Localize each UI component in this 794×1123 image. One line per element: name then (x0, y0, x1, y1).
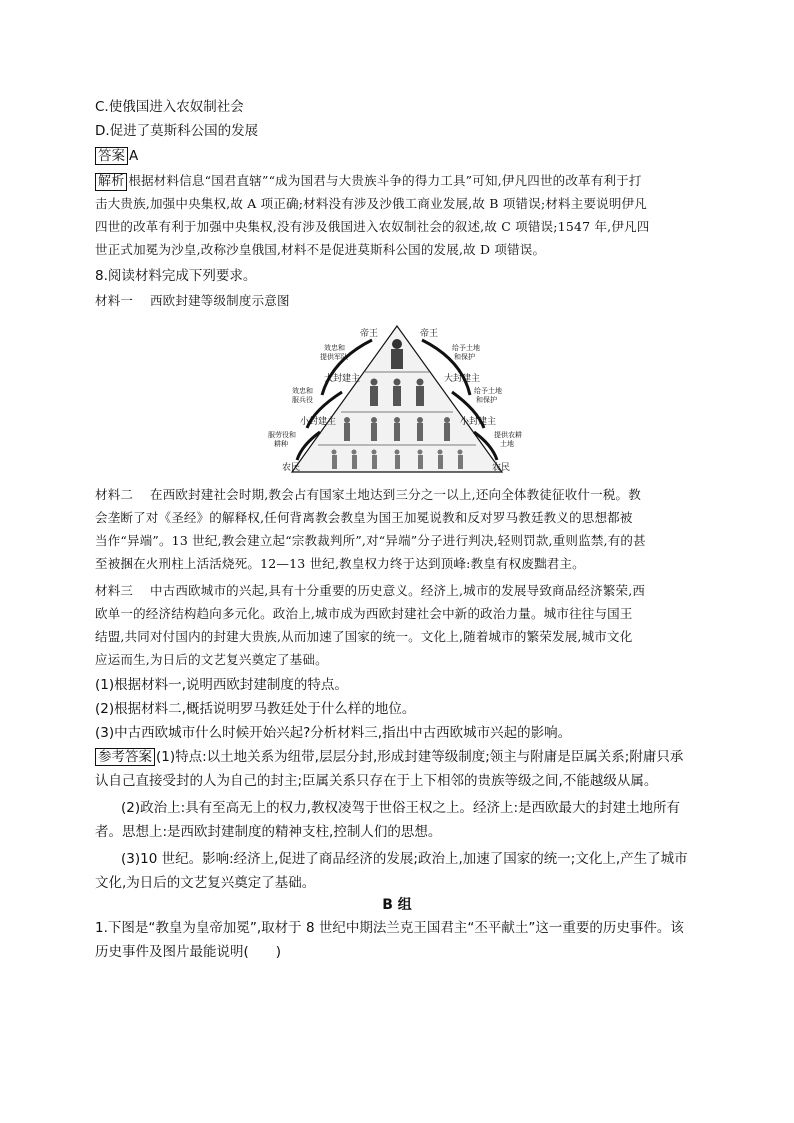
option-d: D.促进了莫斯科公国的发展 (95, 123, 259, 139)
label-mid-right: 大封建主 (444, 374, 481, 384)
group-b-q1-line-1: 1.下图是“教皇为皇帝加冕”,取材于 8 世纪中期法兰克王国君主“丕平献土”这一重要的历史事件。该 (95, 920, 684, 936)
label-left-arrow-1: 效忠和 (324, 344, 345, 352)
label-left-arrow-2: 效忠和 (292, 387, 313, 395)
ref-answer-text-1: (1)特点:以土地关系为纽带,层层分封,形成封建等级制度;领主与附庸是臣属关系;附庸只承 (156, 749, 684, 765)
label-right-arrow-3b: 土地 (500, 440, 514, 448)
question-3: (3)中古西欧城市什么时候开始兴起?分析材料三,指出中古西欧城市兴起的影响。 (95, 725, 572, 741)
analysis-line-4: 世正式加冕为沙皇,改称沙皇俄国,材料不是促进莫斯科公国的发展,故 D 项错误。 (95, 242, 546, 257)
label-top-right: 帝王 (420, 329, 439, 339)
label-low-right: 小封建主 (460, 417, 497, 427)
analysis-line-1 (95, 171, 642, 191)
material1-title: 材料一 西欧封建等级制度示意图 (95, 293, 290, 308)
material3-line-2: 欧单一的经济结构趋向多元化。政治上,城市成为西欧封建社会中新的政治力量。城市往往与国王 (95, 606, 633, 621)
analysis-tag: 解析 (95, 173, 127, 191)
material2-line-4: 至被捆在火刑柱上活活烧死。12—13 世纪,教皇权力终于达到顶峰:教皇有权废黜君主。 (95, 556, 585, 571)
group-b-q1-line-2: 历史事件及图片最能说明( ) (95, 944, 282, 960)
question-2: (2)根据材料二,概括说明罗马教廷处于什么样的地位。 (95, 701, 416, 717)
ref-answer-line-4: 者。思想上:是西欧封建制度的精神支柱,控制人们的思想。 (95, 824, 442, 840)
ref-answer-line-2: 认自己直接受封的人为自己的封主;臣属关系只存在于上下相邻的贵族等级之间,不能越级从属。 (95, 773, 658, 789)
label-left-arrow-3: 服劳役和 (268, 431, 296, 439)
material2-line-3: 当作“异端”。13 世纪,教会建立起“宗教裁判所”,对“异端”分子进行判决,轻则罚款,重则监禁,有的甚 (95, 533, 646, 548)
material3-line-1: 材料三 中古西欧城市的兴起,具有十分重要的历史意义。经济上,城市的发展导致商品经济繁荣,西 (95, 583, 646, 598)
ref-answer-line-3: (2)政治上:具有至高无上的权力,教权凌驾于世俗王权之上。经济上:是西欧最大的封建土地所有 (121, 800, 681, 816)
label-right-arrow-1: 给予土地 (452, 344, 480, 352)
answer-tag: 答案 (95, 147, 128, 165)
label-left-arrow-1b: 提供军队 (320, 353, 348, 361)
analysis-line-2: 击大贵族,加强中央集权,故 A 项正确;材料没有涉及沙俄工商业发展,故 B 项错误;材料主要说明伊凡 (95, 196, 647, 211)
analysis-text-1: 根据材料信息“国君直辖”“成为国君与大贵族斗争的得力工具”可知,伊凡四世的改革有利于打 (128, 173, 642, 188)
material2-line-2: 会垄断了对《圣经》的解释权,任何背离教会教皇为国王加冕说教和反对罗马教廷教义的思想都被 (95, 510, 633, 525)
ref-answer-tag: 参考答案 (95, 748, 155, 766)
label-right-arrow-3: 提供农耕 (494, 431, 522, 439)
label-low-left: 小封建主 (300, 417, 337, 427)
question8-title: 8.阅读材料完成下列要求。 (95, 268, 257, 284)
ref-answer-line-6: 文化,为日后的文艺复兴奠定了基础。 (95, 875, 316, 891)
answer-row (95, 146, 138, 166)
label-left-arrow-2b: 服兵役 (292, 396, 313, 404)
ref-answer-line-5: (3)10 世纪。影响:经济上,促进了商品经济的发展;政治上,加速了国家的统一;文化上,产生了城市 (121, 851, 688, 867)
analysis-line-3: 四世的改革有利于加强中央集权,没有涉及俄国进入农奴制社会的叙述,故 C 项错误;1547 年,伊凡四 (95, 219, 650, 234)
ref-answer-line-1 (95, 747, 683, 767)
group-b-title: B 组 (382, 897, 412, 913)
label-left-arrow-3b: 耕种 (274, 440, 288, 448)
king-figure (391, 339, 403, 369)
label-top-left: 帝王 (360, 329, 379, 339)
label-right-arrow-2b: 和保护 (476, 396, 497, 404)
question-1: (1)根据材料一,说明西欧封建制度的特点。 (95, 677, 348, 693)
label-right-arrow-1b: 和保护 (454, 353, 475, 361)
label-bottom-right: 农民 (492, 463, 511, 473)
option-c: C.使俄国进入农奴制社会 (95, 99, 244, 115)
answer-value: A (129, 148, 139, 164)
material3-line-4: 应运而生,为日后的文艺复兴奠定了基础。 (95, 652, 328, 667)
label-right-arrow-2: 给予土地 (474, 387, 502, 395)
material3-line-3: 结盟,共同对付国内的封建大贵族,从而加速了国家的统一。文化上,随着城市的繁荣发展,城市文化 (95, 629, 633, 644)
feudal-hierarchy-diagram (262, 320, 532, 480)
label-mid-left: 大封建主 (324, 374, 361, 384)
label-bottom-left: 农民 (282, 463, 301, 473)
material2-line-1: 材料二 在西欧封建社会时期,教会占有国家土地达到三分之一以上,还向全体教徒征收什一税。教 (95, 487, 641, 502)
